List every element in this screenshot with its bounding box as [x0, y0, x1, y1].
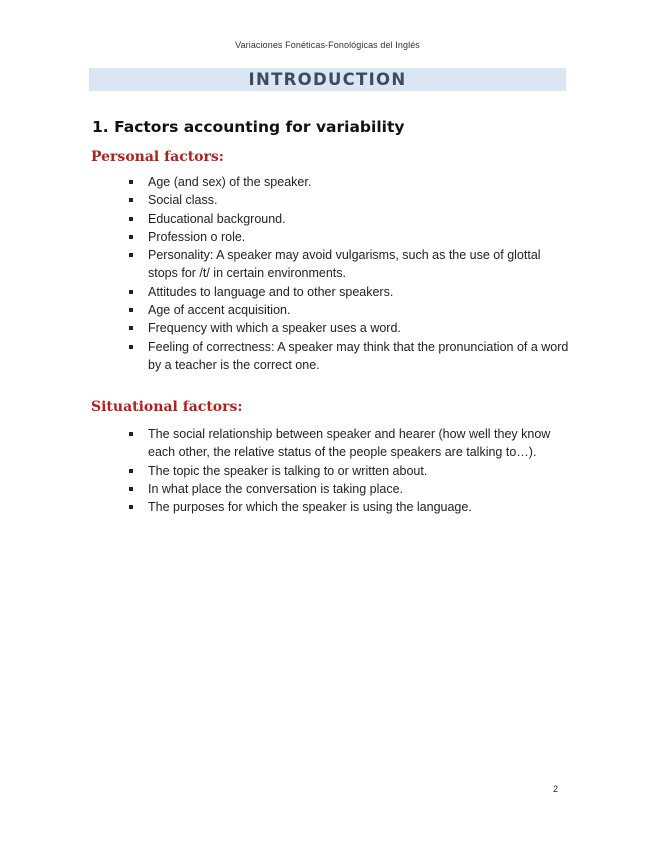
list-item-text: Frequency with which a speaker uses a word. [148, 321, 401, 336]
list-item-text: Educational background. [148, 211, 286, 226]
list-item-text: Personality: A speaker may avoid vulgarisms, such as the use of glottal stops for /t/ in certain environments. [148, 248, 541, 281]
bullet-icon [129, 326, 133, 330]
bullet-icon [129, 253, 133, 257]
list-item [129, 338, 569, 375]
list-item [129, 319, 569, 337]
bullet-icon [129, 290, 133, 294]
page-number: 2 [553, 784, 559, 794]
bullet-icon [129, 217, 133, 221]
list-item [129, 462, 569, 480]
list-item-text: Age of accent acquisition. [148, 303, 291, 318]
bullet-icon [129, 505, 133, 509]
list-item [129, 480, 569, 498]
situational-factors-heading: Situational factors: [91, 399, 243, 415]
list-item [129, 498, 569, 516]
list-item-text: The purposes for which the speaker is using the language. [148, 500, 472, 515]
bullet-icon [129, 198, 133, 202]
list-item-text: Feeling of correctness: A speaker may think that the pronunciation of a word by a teacher is the correct one. [148, 339, 569, 372]
list-item-text: The social relationship between speaker and hearer (how well they know each other, the relative status of the people speakers are talking to…). [148, 427, 551, 460]
personal-factors-heading: Personal factors: [91, 149, 224, 165]
list-item [129, 425, 569, 462]
list-item [129, 301, 569, 319]
page-title: INTRODUCTION [89, 68, 566, 91]
list-item [129, 246, 569, 283]
bullet-icon [129, 432, 133, 436]
list-item [129, 228, 569, 246]
list-item-text: Attitudes to language and to other speakers. [148, 284, 394, 299]
list-item-text: Social class. [148, 193, 218, 208]
bullet-icon [129, 235, 133, 239]
bullet-icon [129, 180, 133, 184]
list-item-text: In what place the conversation is taking place. [148, 481, 404, 496]
personal-factors-list [129, 173, 569, 374]
bullet-icon [129, 345, 133, 349]
list-item-text: The topic the speaker is talking to or written about. [148, 463, 428, 478]
list-item [129, 210, 569, 228]
situational-factors-list [129, 425, 569, 516]
running-header: Variaciones Fonéticas-Fonológicas del Inglés [235, 40, 420, 50]
section-heading: 1. Factors accounting for variability [92, 118, 405, 136]
list-item-text: Profession o role. [148, 229, 246, 244]
bullet-icon [129, 487, 133, 491]
list-item [129, 283, 569, 301]
list-item [129, 191, 569, 209]
list-item [129, 173, 569, 191]
list-item-text: Age (and sex) of the speaker. [148, 175, 312, 189]
bullet-icon [129, 308, 133, 312]
bullet-icon [129, 469, 133, 473]
